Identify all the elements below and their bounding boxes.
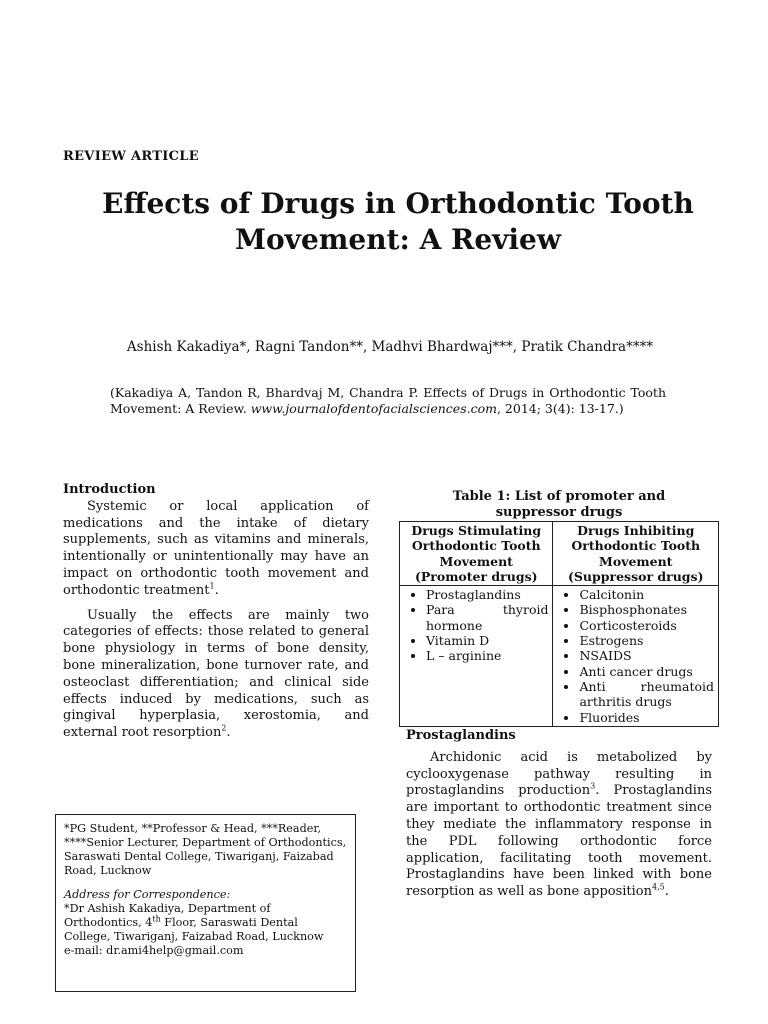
citation-details: , 2014; 3(4): 13-17.) — [496, 401, 624, 416]
promoter-column-header: Drugs Stimulating Orthodontic Tooth Movement (Promoter drugs) — [400, 522, 553, 586]
prostaglandins-paragraph — [406, 750, 712, 901]
suppressor-column-header: Drugs Inhibiting Orthodontic Tooth Movement (Suppressor drugs) — [553, 522, 719, 586]
author-affiliations: *PG Student, **Professor & Head, ***Reader, ****Senior Lecturer, Department of Orthodontics, Saraswati Dental College, Tiwariganj, Faizabad Road, Lucknow — [64, 822, 347, 877]
list-item: • NSAIDS — [579, 648, 714, 663]
list-item: • L – arginine — [426, 648, 548, 663]
reference-3: 3 — [590, 782, 596, 792]
drug-table — [399, 521, 719, 727]
prostaglandins-heading: Prostaglandins — [406, 728, 516, 743]
article-title: Effects of Drugs in Orthodontic Tooth Movement: A Review — [102, 187, 694, 256]
list-item: • Vitamin D — [426, 633, 548, 648]
period: . — [214, 582, 219, 598]
period: . — [226, 725, 231, 741]
list-item: • Estrogens — [579, 633, 714, 648]
address-line: *Dr Ashish Kakadiya, Department of Orthodontics, 4 — [64, 902, 271, 929]
list-item: • Para thyroid hormone — [426, 602, 548, 633]
suppressor-drug-list — [555, 587, 714, 725]
list-item: • Corticosteroids — [579, 618, 714, 633]
correspondence-address — [64, 888, 347, 958]
introduction-heading: Introduction — [63, 482, 156, 497]
introduction-paragraph-2 — [63, 608, 369, 742]
author-footnote-box — [55, 814, 356, 992]
journal-url[interactable]: www.journalofdentofacialsciences.com — [250, 401, 497, 416]
list-item: • Fluorides — [579, 710, 714, 725]
list-item: • Calcitonin — [579, 587, 714, 602]
article-type-label: REVIEW ARTICLE — [63, 149, 199, 164]
list-item: • Prostaglandins — [426, 587, 548, 602]
reference-1: 1 — [209, 581, 215, 591]
list-item: • Anti rheumatoid arthritis drugs — [579, 679, 714, 710]
table-row — [400, 586, 719, 727]
reference-4-5: 4,5 — [652, 882, 665, 892]
promoter-cell — [400, 586, 553, 727]
table-header-row — [400, 522, 719, 586]
address-text — [64, 902, 347, 944]
suppressor-cell — [553, 586, 719, 727]
promoter-drug-list — [402, 587, 548, 663]
author-list: Ashish Kakadiya*, Ragni Tandon**, Madhvi Bhardwaj***, Pratik Chandra**** — [126, 339, 654, 355]
introduction-text-2: Usually the effects are mainly two categories of effects: those related to general bone physiology in terms of bone density, bone mineralization, bone turnover rate, and osteoclast differentiation; and clinical side effects induced by medications, such as gingival hyperplasia, xerostomia, and external root resorption — [63, 607, 369, 741]
table-caption: Table 1: List of promoter and suppressor drugs — [452, 489, 666, 520]
introduction-text-1: Systemic or local application of medications and the intake of dietary supplements, such as vitamins and minerals, intentionally or unintentionally may have an impact on orthodontic tooth movement and orthodontic treatment — [63, 498, 369, 598]
prostaglandins-section — [406, 728, 712, 901]
introduction-section — [63, 482, 369, 750]
email-address[interactable]: e-mail: dr.ami4help@gmail.com — [64, 944, 244, 957]
address-heading: Address for Correspondence: — [64, 888, 231, 901]
list-item: • Bisphosphonates — [579, 602, 714, 617]
list-item: • Anti cancer drugs — [579, 664, 714, 679]
ordinal-suffix: th — [152, 914, 161, 924]
prostaglandins-text-2: . Prostaglandins are important to orthodontic treatment since they mediate the inflammatory response in the PDL following orthodontic force application, facilitating tooth movement. Prostaglandins have been linked with bone resorption as well as bone apposition — [406, 783, 713, 900]
introduction-paragraph-1 — [63, 499, 369, 600]
citation — [110, 385, 666, 417]
period: . — [664, 884, 669, 900]
reference-2: 2 — [221, 723, 227, 733]
prostaglandins-text-1: Archidonic acid is metabolized by cyclooxygenase pathway resulting in prostaglandins production — [406, 749, 712, 799]
citation-text: (Kakadiya A, Tandon R, Bhardvaj M, Chandra P. Effects of Drugs in Orthodontic Tooth Movement: A Review. — [110, 385, 666, 416]
address-line-end: Floor, Saraswati Dental College, Tiwariganj, Faizabad Road, Lucknow — [64, 916, 324, 943]
